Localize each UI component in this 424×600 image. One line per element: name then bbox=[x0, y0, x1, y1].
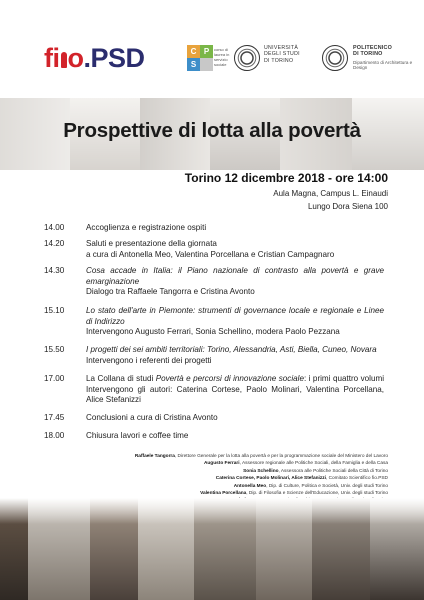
polito-seal-icon bbox=[322, 45, 348, 71]
programme-item bbox=[44, 239, 384, 260]
page-title: Prospettive di lotta alla povertà bbox=[63, 119, 361, 142]
credit-line: Sonia Schellino, Assessora alle Politiche Sociali della Città di Torino bbox=[243, 468, 388, 474]
item-time: 17.45 bbox=[44, 413, 65, 422]
item-text: Conclusioni a cura di Cristina Avonto bbox=[86, 413, 218, 422]
item-text: Cosa accade in Italia: il Piano nazionale di contrasto alla povertà e grave emarginazione Dialogo tra Raffaele Tangorra e Cristina Avonto bbox=[86, 266, 384, 297]
programme-item bbox=[44, 413, 384, 424]
place-line: Aula Magna, Campus L. Einaudi bbox=[273, 189, 388, 198]
item-time: 14.00 bbox=[44, 223, 65, 232]
event-place bbox=[273, 188, 388, 213]
cps-letter-blank bbox=[200, 58, 213, 71]
item-text: Saluti e presentazione della giornata a cura di Antonella Meo, Valentina Porcellana e Cristian Campagnaro bbox=[86, 239, 335, 259]
item-time: 14.20 bbox=[44, 239, 65, 248]
unito-line: DEGLI STUDI bbox=[264, 51, 300, 58]
item-time: 15.10 bbox=[44, 306, 65, 315]
cps-caption: corso di laurea in servizio sociale bbox=[214, 47, 230, 67]
programme-item bbox=[44, 374, 384, 406]
unito-seal-icon bbox=[234, 45, 260, 71]
cps-letter-p: P bbox=[200, 45, 213, 58]
item-time: 18.00 bbox=[44, 431, 65, 440]
programme-item bbox=[44, 266, 384, 298]
credit-line: Caterina Cortese, Paolo Molinari, Alice Stefanizzi, Comitato Scientifico fio.PSD bbox=[215, 476, 388, 482]
polito-line: DI TORINO bbox=[353, 51, 383, 58]
cps-logo bbox=[187, 45, 213, 71]
item-time: 14.30 bbox=[44, 266, 65, 275]
item-text: Chiusura lavori e coffee time bbox=[86, 431, 189, 440]
item-text: Accoglienza e registrazione ospiti bbox=[86, 223, 207, 232]
event-date: Torino 12 dicembre 2018 - ore 14:00 bbox=[184, 171, 388, 185]
polito-line: POLITECNICO bbox=[353, 45, 393, 51]
item-time: 15.50 bbox=[44, 345, 65, 354]
programme-item bbox=[44, 345, 384, 366]
credit-line: Raffaele Tangorra, Direttore Generale per la lotta alla povertà e per la programmazione sociale del Ministero del Lavoro bbox=[134, 454, 388, 459]
header bbox=[0, 0, 424, 92]
cps-letter-s: S bbox=[187, 58, 200, 71]
credit-line: Antonella Meo, Dip. di Culture, Politica e Società, Univ. degli studi Torino bbox=[233, 483, 388, 489]
person-icon bbox=[61, 52, 67, 68]
unito-line: DI TORINO bbox=[264, 57, 294, 64]
credit-line: Augusto Ferrari, Assessore regionale alle Politiche Sociali, della Famiglia e della Casa bbox=[203, 461, 388, 467]
programme-item bbox=[44, 431, 384, 442]
credit-line: Valentina Porcellana, Dip. di Filosofia e Scienze dell'Educazione, Univ. degli studi Torino bbox=[200, 491, 388, 497]
fiopsd-logo: fi o.PSD bbox=[44, 43, 145, 73]
unito-logo-text bbox=[264, 45, 322, 64]
cps-letter-c: C bbox=[187, 45, 200, 58]
programme-item bbox=[44, 223, 384, 234]
item-text: La Collana di studi Povertà e percorsi di innovazione sociale: i primi quattro volumi Intervengono gli autori: Caterina Cortese, Paolo Molinari, Valentina Porcellana, Alice Stefanizzi bbox=[86, 374, 384, 405]
polito-logo-text bbox=[353, 45, 413, 71]
polito-department: Dipartimento di Architettura e Design bbox=[353, 59, 413, 71]
unito-line: UNIVERSITÀ bbox=[264, 45, 299, 51]
item-text: Lo stato dell'arte in Piemonte: strumenti di governance locale e regionale e Linee di Indirizzo Intervengono Augusto Ferrari, Sonia Schellino, modera Paolo Pezzana bbox=[86, 306, 384, 337]
item-text: I progetti dei sei ambiti territoriali: Torino, Alessandria, Asti, Biella, Cuneo, Novara Intervengono i referenti dei progetti bbox=[86, 345, 377, 365]
item-time: 17.00 bbox=[44, 374, 65, 383]
place-line: Lungo Dora Siena 100 bbox=[307, 201, 388, 211]
bottom-photo-strip bbox=[0, 498, 424, 600]
programme-item bbox=[44, 306, 384, 338]
